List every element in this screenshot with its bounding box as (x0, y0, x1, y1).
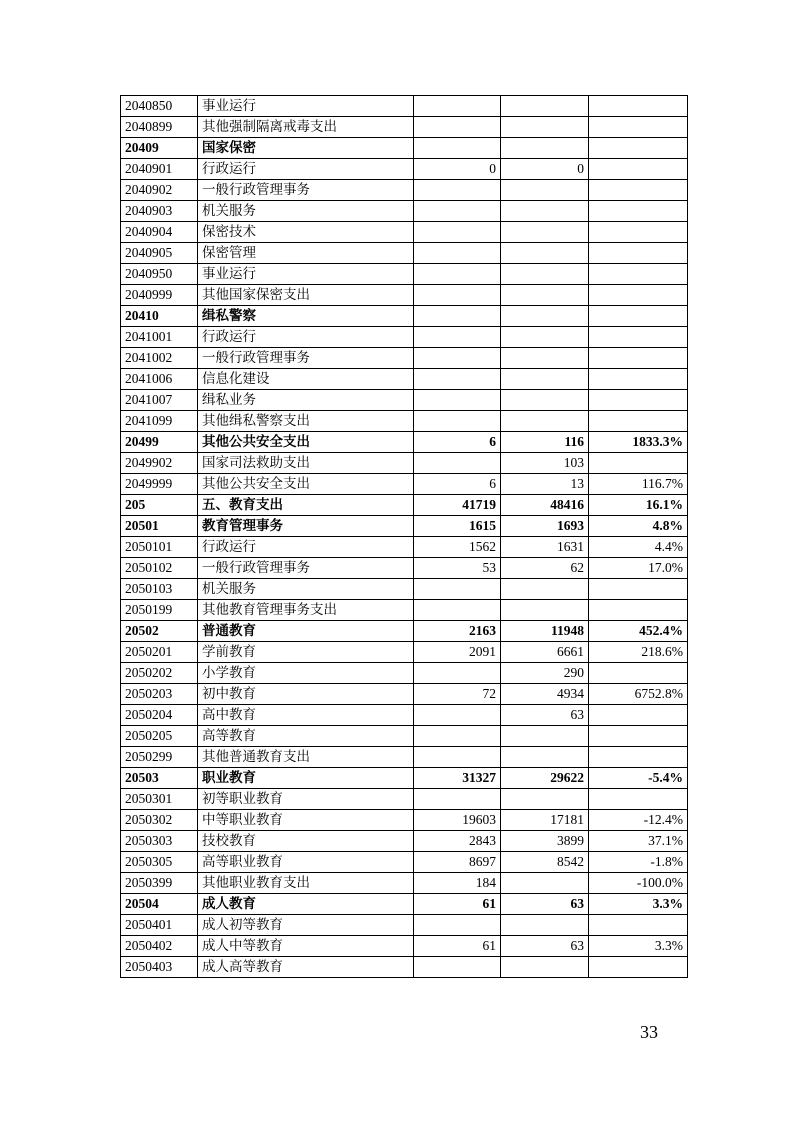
table-row (121, 264, 688, 285)
current-year-value-cell: 116 (501, 432, 589, 453)
current-year-value-cell (501, 600, 589, 621)
table-row (121, 348, 688, 369)
previous-year-value-cell: 8697 (414, 852, 501, 873)
account-code-cell: 2041006 (121, 369, 198, 390)
account-name-cell: 初中教育 (198, 684, 414, 705)
current-year-value-cell (501, 138, 589, 159)
account-name-cell: 保密技术 (198, 222, 414, 243)
account-code-cell: 2050401 (121, 915, 198, 936)
account-name-cell: 一般行政管理事务 (198, 348, 414, 369)
current-year-value-cell: 290 (501, 663, 589, 684)
account-name-cell: 机关服务 (198, 201, 414, 222)
account-name-cell: 成人教育 (198, 894, 414, 915)
account-name-cell: 一般行政管理事务 (198, 558, 414, 579)
table-row (121, 873, 688, 894)
account-code-cell: 2050102 (121, 558, 198, 579)
current-year-value-cell (501, 243, 589, 264)
growth-rate-cell (589, 579, 688, 600)
growth-rate-cell: 3.3% (589, 936, 688, 957)
growth-rate-cell: -12.4% (589, 810, 688, 831)
account-name-cell: 国家司法救助支出 (198, 453, 414, 474)
growth-rate-cell (589, 180, 688, 201)
account-code-cell: 2040903 (121, 201, 198, 222)
previous-year-value-cell (414, 96, 501, 117)
account-name-cell: 其他公共安全支出 (198, 474, 414, 495)
account-code-cell: 2049999 (121, 474, 198, 495)
account-code-cell: 2041002 (121, 348, 198, 369)
current-year-value-cell (501, 957, 589, 978)
growth-rate-cell: 1833.3% (589, 432, 688, 453)
table-body (121, 96, 688, 978)
growth-rate-cell: 116.7% (589, 474, 688, 495)
previous-year-value-cell (414, 747, 501, 768)
account-code-cell: 2050201 (121, 642, 198, 663)
growth-rate-cell (589, 306, 688, 327)
growth-rate-cell: -1.8% (589, 852, 688, 873)
previous-year-value-cell: 0 (414, 159, 501, 180)
current-year-value-cell: 62 (501, 558, 589, 579)
previous-year-value-cell: 1562 (414, 537, 501, 558)
account-name-cell: 学前教育 (198, 642, 414, 663)
table-row (121, 222, 688, 243)
growth-rate-cell: 17.0% (589, 558, 688, 579)
table-row (121, 390, 688, 411)
table-row (121, 180, 688, 201)
account-name-cell: 国家保密 (198, 138, 414, 159)
previous-year-value-cell (414, 726, 501, 747)
current-year-value-cell: 103 (501, 453, 589, 474)
account-code-cell: 2050202 (121, 663, 198, 684)
account-name-cell: 教育管理事务 (198, 516, 414, 537)
growth-rate-cell (589, 369, 688, 390)
previous-year-value-cell (414, 789, 501, 810)
account-name-cell: 普通教育 (198, 621, 414, 642)
table-row (121, 117, 688, 138)
growth-rate-cell (589, 789, 688, 810)
growth-rate-cell: 4.4% (589, 537, 688, 558)
growth-rate-cell (589, 747, 688, 768)
current-year-value-cell (501, 348, 589, 369)
account-name-cell: 中等职业教育 (198, 810, 414, 831)
account-code-cell: 2050403 (121, 957, 198, 978)
growth-rate-cell (589, 117, 688, 138)
account-name-cell: 成人中等教育 (198, 936, 414, 957)
table-row (121, 96, 688, 117)
current-year-value-cell (501, 789, 589, 810)
current-year-value-cell: 13 (501, 474, 589, 495)
current-year-value-cell (501, 915, 589, 936)
account-code-cell: 2050299 (121, 747, 198, 768)
account-code-cell: 2040850 (121, 96, 198, 117)
table-row (121, 306, 688, 327)
account-name-cell: 其他公共安全支出 (198, 432, 414, 453)
account-name-cell: 保密管理 (198, 243, 414, 264)
account-code-cell: 2050199 (121, 600, 198, 621)
table-row (121, 201, 688, 222)
growth-rate-cell: 3.3% (589, 894, 688, 915)
growth-rate-cell (589, 327, 688, 348)
table-row (121, 411, 688, 432)
table-row (121, 642, 688, 663)
account-name-cell: 一般行政管理事务 (198, 180, 414, 201)
table-row (121, 474, 688, 495)
previous-year-value-cell (414, 369, 501, 390)
previous-year-value-cell (414, 663, 501, 684)
account-code-cell: 2050399 (121, 873, 198, 894)
page-number: 33 (640, 1022, 658, 1042)
account-code-cell: 2050103 (121, 579, 198, 600)
current-year-value-cell: 6661 (501, 642, 589, 663)
growth-rate-cell (589, 957, 688, 978)
budget-table (120, 95, 688, 978)
previous-year-value-cell: 2163 (414, 621, 501, 642)
table-row (121, 558, 688, 579)
growth-rate-cell: 218.6% (589, 642, 688, 663)
account-name-cell: 其他国家保密支出 (198, 285, 414, 306)
account-code-cell: 20502 (121, 621, 198, 642)
current-year-value-cell (501, 726, 589, 747)
current-year-value-cell: 29622 (501, 768, 589, 789)
previous-year-value-cell (414, 222, 501, 243)
account-code-cell: 2050101 (121, 537, 198, 558)
account-name-cell: 成人初等教育 (198, 915, 414, 936)
previous-year-value-cell (414, 957, 501, 978)
account-name-cell: 高等职业教育 (198, 852, 414, 873)
growth-rate-cell (589, 159, 688, 180)
growth-rate-cell (589, 96, 688, 117)
account-name-cell: 小学教育 (198, 663, 414, 684)
table-row (121, 600, 688, 621)
table-row (121, 957, 688, 978)
previous-year-value-cell (414, 915, 501, 936)
account-name-cell: 其他强制隔离戒毒支出 (198, 117, 414, 138)
previous-year-value-cell (414, 390, 501, 411)
previous-year-value-cell (414, 243, 501, 264)
account-code-cell: 2050302 (121, 810, 198, 831)
growth-rate-cell (589, 705, 688, 726)
current-year-value-cell: 17181 (501, 810, 589, 831)
account-name-cell: 成人高等教育 (198, 957, 414, 978)
account-name-cell: 缉私警察 (198, 306, 414, 327)
account-name-cell: 行政运行 (198, 327, 414, 348)
account-name-cell: 其他职业教育支出 (198, 873, 414, 894)
previous-year-value-cell (414, 306, 501, 327)
table-row (121, 369, 688, 390)
table-row (121, 243, 688, 264)
account-name-cell: 缉私业务 (198, 390, 414, 411)
account-name-cell: 职业教育 (198, 768, 414, 789)
previous-year-value-cell (414, 348, 501, 369)
table-row (121, 789, 688, 810)
account-code-cell: 20504 (121, 894, 198, 915)
growth-rate-cell: 4.8% (589, 516, 688, 537)
table-row (121, 159, 688, 180)
growth-rate-cell (589, 138, 688, 159)
table-row (121, 726, 688, 747)
table-row (121, 768, 688, 789)
current-year-value-cell: 48416 (501, 495, 589, 516)
previous-year-value-cell: 72 (414, 684, 501, 705)
account-code-cell: 2040904 (121, 222, 198, 243)
previous-year-value-cell (414, 327, 501, 348)
account-code-cell: 20503 (121, 768, 198, 789)
growth-rate-cell (589, 201, 688, 222)
previous-year-value-cell: 53 (414, 558, 501, 579)
account-code-cell: 2040905 (121, 243, 198, 264)
account-code-cell: 2041099 (121, 411, 198, 432)
previous-year-value-cell (414, 180, 501, 201)
current-year-value-cell: 8542 (501, 852, 589, 873)
current-year-value-cell (501, 411, 589, 432)
account-name-cell: 事业运行 (198, 264, 414, 285)
account-code-cell: 2050205 (121, 726, 198, 747)
table-row (121, 285, 688, 306)
growth-rate-cell (589, 222, 688, 243)
account-name-cell: 其他普通教育支出 (198, 747, 414, 768)
current-year-value-cell (501, 390, 589, 411)
account-name-cell: 其他教育管理事务支出 (198, 600, 414, 621)
previous-year-value-cell: 6 (414, 474, 501, 495)
table-row (121, 453, 688, 474)
growth-rate-cell (589, 243, 688, 264)
current-year-value-cell (501, 579, 589, 600)
growth-rate-cell: -100.0% (589, 873, 688, 894)
table-row (121, 495, 688, 516)
growth-rate-cell (589, 390, 688, 411)
account-name-cell: 初等职业教育 (198, 789, 414, 810)
table-row (121, 705, 688, 726)
account-name-cell: 信息化建设 (198, 369, 414, 390)
table-row (121, 936, 688, 957)
account-name-cell: 事业运行 (198, 96, 414, 117)
previous-year-value-cell (414, 600, 501, 621)
previous-year-value-cell: 61 (414, 936, 501, 957)
current-year-value-cell (501, 117, 589, 138)
growth-rate-cell (589, 663, 688, 684)
account-name-cell: 行政运行 (198, 537, 414, 558)
previous-year-value-cell: 2843 (414, 831, 501, 852)
current-year-value-cell (501, 180, 589, 201)
current-year-value-cell (501, 306, 589, 327)
growth-rate-cell (589, 726, 688, 747)
previous-year-value-cell: 184 (414, 873, 501, 894)
account-name-cell: 高等教育 (198, 726, 414, 747)
current-year-value-cell: 4934 (501, 684, 589, 705)
growth-rate-cell (589, 915, 688, 936)
previous-year-value-cell: 31327 (414, 768, 501, 789)
account-code-cell: 2041007 (121, 390, 198, 411)
account-code-cell: 2050203 (121, 684, 198, 705)
account-code-cell: 2040899 (121, 117, 198, 138)
previous-year-value-cell: 61 (414, 894, 501, 915)
account-code-cell: 2050402 (121, 936, 198, 957)
table-row (121, 537, 688, 558)
previous-year-value-cell (414, 453, 501, 474)
table-row (121, 432, 688, 453)
account-name-cell: 其他缉私警察支出 (198, 411, 414, 432)
growth-rate-cell (589, 348, 688, 369)
current-year-value-cell: 1631 (501, 537, 589, 558)
account-code-cell: 20501 (121, 516, 198, 537)
growth-rate-cell (589, 285, 688, 306)
current-year-value-cell (501, 873, 589, 894)
current-year-value-cell (501, 285, 589, 306)
growth-rate-cell (589, 264, 688, 285)
table-row (121, 579, 688, 600)
table-row (121, 894, 688, 915)
previous-year-value-cell (414, 285, 501, 306)
table-row (121, 915, 688, 936)
current-year-value-cell (501, 369, 589, 390)
previous-year-value-cell (414, 411, 501, 432)
table-row (121, 516, 688, 537)
current-year-value-cell (501, 327, 589, 348)
previous-year-value-cell (414, 705, 501, 726)
account-code-cell: 2040901 (121, 159, 198, 180)
account-name-cell: 五、教育支出 (198, 495, 414, 516)
table-row (121, 831, 688, 852)
previous-year-value-cell: 1615 (414, 516, 501, 537)
current-year-value-cell (501, 222, 589, 243)
account-code-cell: 20410 (121, 306, 198, 327)
table-row (121, 852, 688, 873)
previous-year-value-cell (414, 138, 501, 159)
account-code-cell: 2040950 (121, 264, 198, 285)
current-year-value-cell: 1693 (501, 516, 589, 537)
growth-rate-cell (589, 453, 688, 474)
current-year-value-cell (501, 96, 589, 117)
current-year-value-cell: 63 (501, 936, 589, 957)
growth-rate-cell: -5.4% (589, 768, 688, 789)
account-code-cell: 20499 (121, 432, 198, 453)
previous-year-value-cell (414, 579, 501, 600)
previous-year-value-cell (414, 201, 501, 222)
account-name-cell: 高中教育 (198, 705, 414, 726)
current-year-value-cell (501, 264, 589, 285)
previous-year-value-cell: 6 (414, 432, 501, 453)
account-code-cell: 205 (121, 495, 198, 516)
current-year-value-cell: 3899 (501, 831, 589, 852)
growth-rate-cell: 37.1% (589, 831, 688, 852)
account-code-cell: 2041001 (121, 327, 198, 348)
account-code-cell: 20409 (121, 138, 198, 159)
previous-year-value-cell: 2091 (414, 642, 501, 663)
account-code-cell: 2050301 (121, 789, 198, 810)
previous-year-value-cell (414, 117, 501, 138)
table-row (121, 327, 688, 348)
account-name-cell: 技校教育 (198, 831, 414, 852)
account-code-cell: 2040999 (121, 285, 198, 306)
account-code-cell: 2050204 (121, 705, 198, 726)
current-year-value-cell: 11948 (501, 621, 589, 642)
account-code-cell: 2049902 (121, 453, 198, 474)
growth-rate-cell: 6752.8% (589, 684, 688, 705)
table-row (121, 138, 688, 159)
table-row (121, 621, 688, 642)
growth-rate-cell (589, 411, 688, 432)
table-row (121, 747, 688, 768)
previous-year-value-cell (414, 264, 501, 285)
current-year-value-cell: 63 (501, 894, 589, 915)
table-row (121, 684, 688, 705)
current-year-value-cell: 0 (501, 159, 589, 180)
growth-rate-cell: 16.1% (589, 495, 688, 516)
previous-year-value-cell: 19603 (414, 810, 501, 831)
account-code-cell: 2050303 (121, 831, 198, 852)
table-row (121, 810, 688, 831)
current-year-value-cell (501, 747, 589, 768)
account-name-cell: 行政运行 (198, 159, 414, 180)
growth-rate-cell (589, 600, 688, 621)
previous-year-value-cell: 41719 (414, 495, 501, 516)
current-year-value-cell: 63 (501, 705, 589, 726)
current-year-value-cell (501, 201, 589, 222)
account-name-cell: 机关服务 (198, 579, 414, 600)
account-code-cell: 2040902 (121, 180, 198, 201)
account-code-cell: 2050305 (121, 852, 198, 873)
table-row (121, 663, 688, 684)
growth-rate-cell: 452.4% (589, 621, 688, 642)
